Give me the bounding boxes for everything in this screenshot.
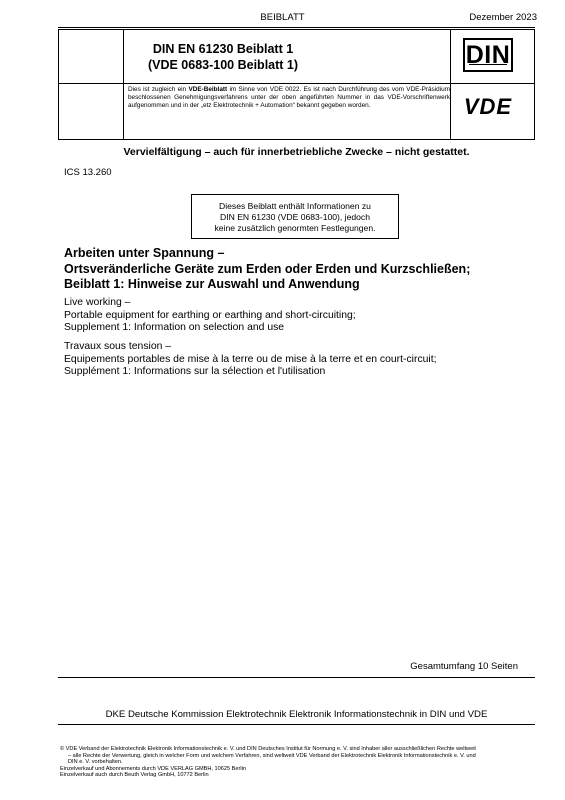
vde-note-prefix: Dies ist zugleich ein — [128, 86, 189, 93]
french-title — [64, 341, 534, 379]
header-rule — [58, 27, 535, 28]
sales-line-1: Einzelverkauf und Abonnements durch VDE VERLAG GMBH, 10625 Berlin — [60, 765, 246, 772]
info-box — [191, 194, 399, 239]
document-type-label: BEIBLATT — [260, 12, 305, 23]
french-title-line-2: Equipements portables de mise à la terre ou de mise à la terre et en court-circuit; — [64, 353, 437, 365]
german-title — [64, 246, 534, 293]
document-title-line-2: (VDE 0683-100 Beiblatt 1) — [147, 58, 299, 72]
info-box-line-1: Dieses Beiblatt enthält Informationen zu — [219, 201, 371, 211]
english-title — [64, 297, 534, 335]
copyright-line-1: © VDE Verband der Elektrotechnik Elektronik Informationstechnik e. V. und DIN Deutsches Institut für Normung e. V. sind Inhaber aller ausschließlichen Rechte weltweit — [60, 746, 476, 752]
french-title-line-1: Travaux sous tension – — [64, 341, 172, 352]
copyright-line-3: DIN e. V. vorbehalten. — [68, 759, 123, 766]
sales-line-2: Einzelverkauf auch durch Beuth Verlag GmbH, 10772 Berlin — [60, 772, 209, 779]
publication-date: Dezember 2023 — [469, 12, 537, 23]
copyright-line-2: – alle Rechte der Verwertung, gleich in welcher Form und welchem Verfahren, sind weltweit VDE Verband der Elektrotechnik Elektronik Informationstechnik e. V. und — [68, 752, 476, 759]
reproduction-notice: Vervielfältigung – auch für innerbetriebliche Zwecke – nicht gestattet. — [123, 146, 470, 158]
info-box-line-3: keine zusätzlich genormten Festlegungen. — [214, 223, 376, 233]
french-title-line-3: Supplément 1: Informations sur la sélection et l'utilisation — [64, 366, 326, 377]
english-title-line-1: Live working – — [64, 297, 131, 308]
title-block-divider-middle — [59, 83, 534, 84]
document-title-line-1: DIN EN 61230 Beiblatt 1 — [152, 42, 294, 56]
committee-line: DKE Deutsche Kommission Elektrotechnik Elektronik Informationstechnik in DIN und VDE — [105, 709, 488, 720]
committee-rule — [58, 724, 535, 725]
legal-notice — [60, 746, 538, 779]
vde-logo: VDE — [463, 94, 513, 119]
vde-note — [128, 86, 450, 111]
info-box-line-2: DIN EN 61230 (VDE 0683-100), jedoch — [220, 212, 370, 222]
german-title-line-2: Ortsveränderliche Geräte zum Erden oder Erden und Kurzschließen; — [64, 261, 471, 276]
german-title-line-1: Arbeiten unter Spannung – — [64, 246, 225, 260]
english-title-line-2: Portable equipment for earthing or earthing and short-circuiting; — [64, 309, 356, 321]
english-title-line-3: Supplement 1: Information on selection and use — [64, 322, 285, 333]
total-pages: Gesamtumfang 10 Seiten — [410, 661, 518, 672]
ics-code: ICS 13.260 — [64, 167, 112, 178]
title-block-divider-right — [450, 30, 451, 139]
vde-note-suffix: im Sinne von VDE 0022. Es ist nach Durchführung des vom VDE-Präsidium beschlossenen Genehmigungsverfahrens unter der oben angeführten Nummer in das VDE-Vorschriftenwerk aufgenommen und in der „etz Elektrotechnik + Automation“ bekannt gegeben worden. — [128, 86, 450, 110]
din-logo: DIN — [463, 38, 513, 72]
german-title-line-3: Beiblatt 1: Hinweise zur Auswahl und Anwendung — [64, 277, 360, 291]
vde-note-bold: VDE-Beiblatt — [188, 86, 228, 93]
total-pages-rule — [58, 677, 535, 678]
